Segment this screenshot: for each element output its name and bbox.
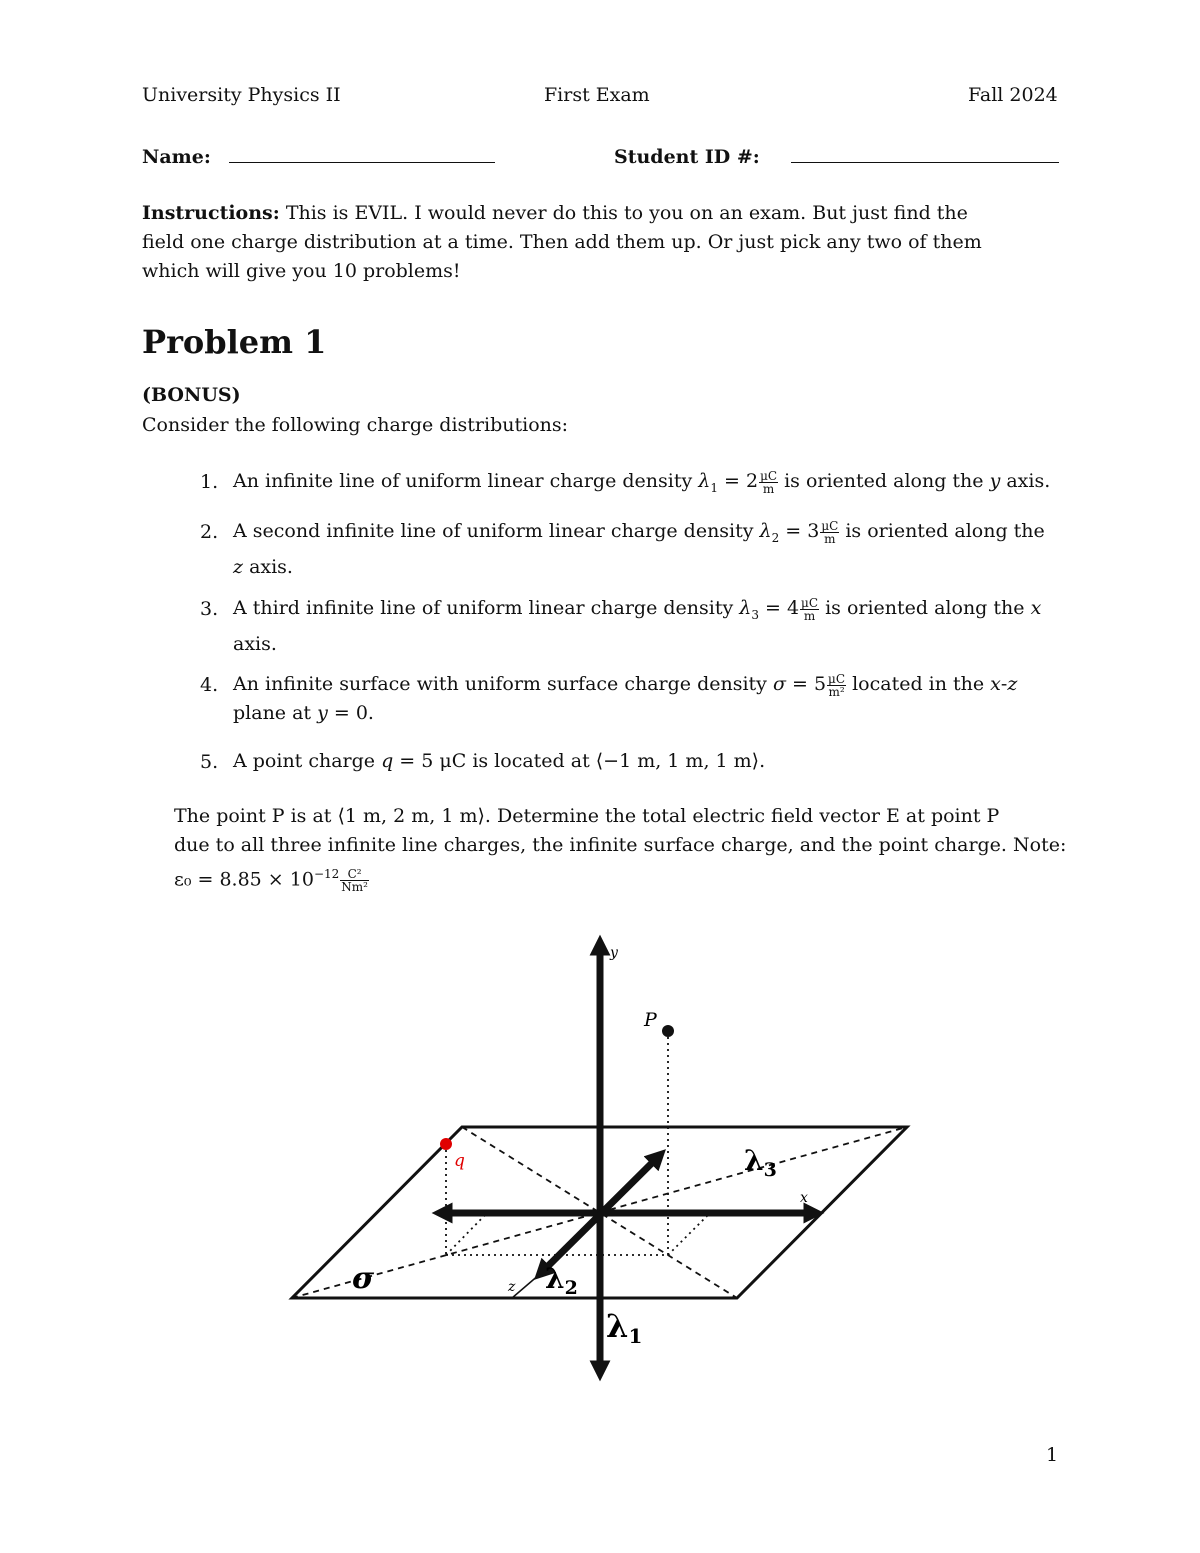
student-id-label: Student ID #: [614, 146, 760, 168]
list-item-5: A point charge q = 5 μC is located at ⟨−1 m, 1 m, 1 m⟩. [233, 750, 766, 772]
instructions-label: Instructions: [142, 202, 280, 224]
statement-line-2: due to all three infinite line charges, the infinite surface charge, and the point charge. Note: [174, 834, 1067, 856]
exam-title: First Exam [544, 84, 650, 106]
instructions-line-1: This is EVIL. I would never do this to you on an exam. But just find the [285, 202, 968, 224]
z-axis-label: z [508, 1279, 516, 1295]
page-number: 1 [1046, 1444, 1059, 1466]
point-p-label: P [644, 1009, 657, 1031]
lambda-3-label: $\lambda_3$ [744, 1144, 777, 1181]
course-title: University Physics II [142, 84, 341, 106]
list-item-4: An infinite surface with uniform surface charge density σ = 5 $\frac{\mu C}{\text{m²}}$ located in the x-z plane at y = 0. [233, 671, 1018, 724]
item-number-5: 5. [200, 751, 219, 773]
charge-q-label: q [454, 1151, 465, 1171]
instructions-line-3: which will give you 10 problems! [142, 260, 461, 282]
point-charge-q [440, 1138, 452, 1150]
lambda-2-label: $\lambda_2$ [545, 1262, 578, 1299]
statement-line-1: The point P is at ⟨1 m, 2 m, 1 m⟩. Determine the total electric field vector E at point P [174, 805, 1000, 827]
item-number-4: 4. [200, 674, 219, 696]
lambda-1-label: λ1 [606, 1307, 643, 1348]
projection-lines [446, 1031, 710, 1255]
bonus-label: (BONUS) [142, 384, 241, 406]
name-label: Name: [142, 146, 211, 168]
epsilon-note: $\varepsilon_0 = 8.85 \times 10^{-12}$ $\frac{\text{C²}}{\text{Nm²}}$ [174, 866, 368, 894]
term: Fall 2024 [968, 84, 1058, 106]
item-number-1: 1. [200, 471, 219, 493]
y-axis-label: y [610, 945, 618, 961]
sigma-label: σ [352, 1261, 375, 1296]
problem-title: Problem 1 [142, 323, 327, 361]
z-axis-tick [512, 1274, 540, 1298]
item-number-2: 2. [200, 521, 219, 543]
item-number-3: 3. [200, 598, 219, 620]
list-item-3: A third infinite line of uniform linear charge density $\lambda_3 = 4$ $\frac{\mu C}{m}$ is oriented along the x axis. [233, 595, 1042, 655]
x-axis-label: x [800, 1190, 808, 1206]
list-item-1: An infinite line of uniform linear charge density $\lambda_1 = 2$ $\frac{\mu C}{m}$ is oriented along the y axis. [233, 468, 1051, 496]
list-item-2: A second infinite line of uniform linear charge density $\lambda_2 = 3$ $\frac{\mu C}{m}$ is oriented along the z axis. [233, 518, 1045, 578]
problem-intro: Consider the following charge distributions: [142, 414, 569, 436]
point-p [662, 1025, 674, 1037]
instructions-line-2: field one charge distribution at a time. Then add them up. Or just pick any two of them [142, 231, 982, 253]
